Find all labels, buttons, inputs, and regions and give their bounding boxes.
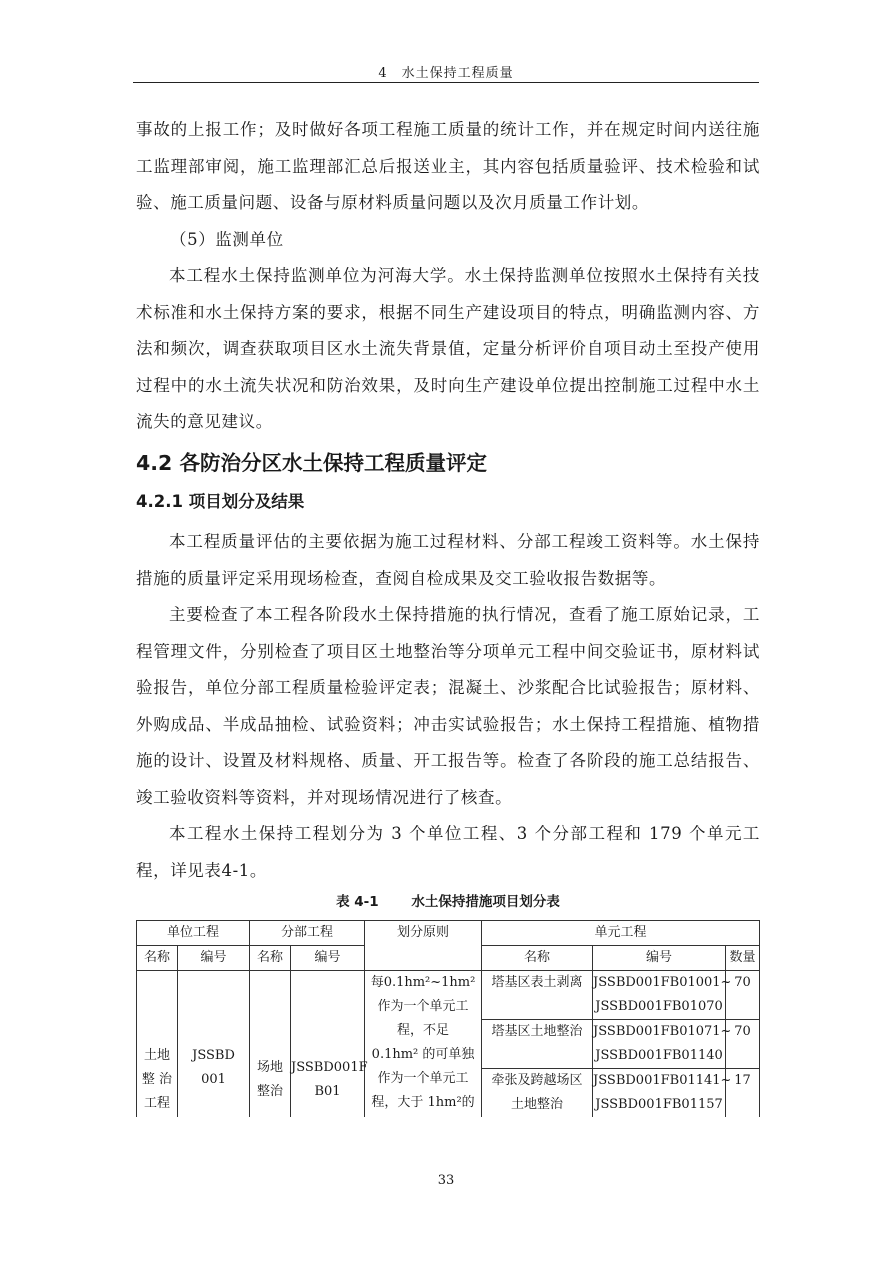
header-division-name: 名称 (250, 946, 291, 971)
header-element-project: 单元工程 (482, 921, 760, 946)
element-count-cell: 17 (726, 1069, 760, 1118)
header-principle: 划分原则 (365, 921, 482, 971)
unit-name-cell: 土地 整 治 工程 (137, 971, 178, 1118)
element-name-cell: 塔基区表土剥离 (482, 971, 593, 1020)
element-count-cell: 70 (726, 1020, 760, 1069)
paragraph-evaluation-basis: 本工程质量评估的主要依据为施工过程材料、分部工程竣工资料等。水土保持措施的质量评定采用现场检查，查阅自检成果及交工验收报告数据等。 (136, 532, 760, 588)
subheading-monitoring-unit: （5）监测单位 (170, 230, 284, 249)
header-unit-code: 编号 (178, 946, 250, 971)
element-code-cell: JSSBD001FB01001~ JSSBD001FB01070 (593, 971, 726, 1020)
table-caption-number: 表 4-1 (336, 894, 379, 910)
page-number: 33 (437, 1173, 455, 1188)
table-header-row-1 (137, 921, 760, 946)
principle-cell: 每0.1hm²~1hm² 作为一个单元工 程，不足 0.1hm² 的可单独 作为一个单元工 程，大于 1hm²的 (365, 971, 482, 1118)
header-division-code: 编号 (291, 946, 365, 971)
section-heading-4-2-1: 4.2.1 项目划分及结果 (136, 492, 305, 511)
paragraph-division-result: 本工程水土保持工程划分为 3 个单位工程、3 个分部工程和 179 个单元工程，详见表4-1。 (136, 824, 760, 880)
header-unit-project: 单位工程 (137, 921, 250, 946)
header-division-project: 分部工程 (250, 921, 365, 946)
element-name-cell: 塔基区土地整治 (482, 1020, 593, 1069)
table-row (137, 971, 760, 1020)
element-name-cell: 牵张及跨越场区 土地整治 (482, 1069, 593, 1118)
header-divider (133, 82, 759, 83)
division-name-cell: 场地 整治 (250, 971, 291, 1118)
table-caption (136, 890, 760, 910)
running-header: 4 水土保持工程质量 (378, 66, 514, 81)
header-unit-name: 名称 (137, 946, 178, 971)
division-code-cell: JSSBD001F B01 (291, 971, 365, 1118)
header-element-code: 编号 (593, 946, 726, 971)
element-code-cell: JSSBD001FB01071~ JSSBD001FB01140 (593, 1020, 726, 1069)
section-heading-4-2: 4.2 各防治分区水土保持工程质量评定 (136, 451, 487, 475)
paragraph-inspection-details: 主要检查了本工程各阶段水土保持措施的执行情况，查看了施工原始记录，工程管理文件，分别检查了项目区土地整治等分项单元工程中间交验证书，原材料试验报告，单位分部工程质量检验评定表；混凝土、沙浆配合比试验报告；原材料、外购成品、半成品抽检、试验资料；冲击实试验报告；水土保持工程措施、植物措施的设计、设置及材料规格、质量、开工报告等。检查了各阶段的施工总结报告、竣工验收资料等资料，并对现场情况进行了核查。 (136, 605, 760, 807)
header-element-count: 数量 (726, 946, 760, 971)
element-count-cell: 70 (726, 971, 760, 1020)
project-division-table (136, 920, 760, 1117)
table-caption-title: 水土保持措施项目划分表 (411, 894, 560, 910)
paragraph-supervision-reporting: 事故的上报工作；及时做好各项工程施工质量的统计工作，并在规定时间内送往施工监理部审阅，施工监理部汇总后报送业主，其内容包括质量验评、技术检验和试验、施工质量问题、设备与原材料质量问题以及次月质量工作计划。 (136, 120, 760, 212)
unit-code-cell: JSSBD 001 (178, 971, 250, 1118)
element-code-cell: JSSBD001FB01141~ JSSBD001FB01157 (593, 1069, 726, 1118)
paragraph-monitoring-unit: 本工程水土保持监测单位为河海大学。水土保持监测单位按照水土保持有关技术标准和水土保持方案的要求，根据不同生产建设项目的特点，明确监测内容、方法和频次，调查获取项目区水土流失背景值，定量分析评价自项目动土至投产使用过程中的水土流失状况和防治效果，及时向生产建设单位提出控制施工过程中水土流失的意见建议。 (136, 266, 760, 431)
header-element-name: 名称 (482, 946, 593, 971)
